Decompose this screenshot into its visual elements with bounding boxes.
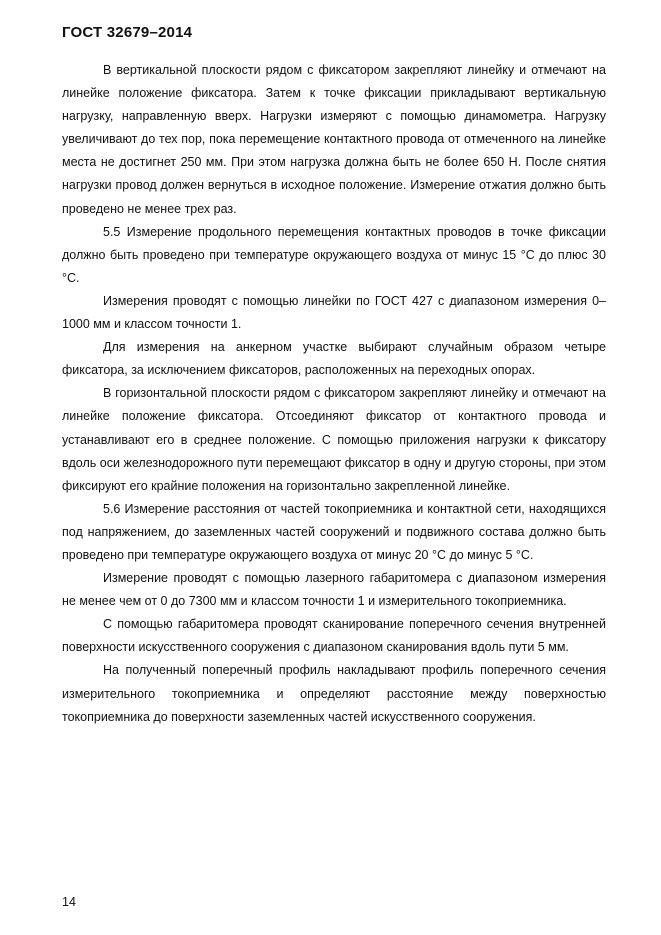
paragraph: В горизонтальной плоскости рядом с фиксатором закрепляют линейку и отмечают на линейке положение фиксатора. Отсоединяют фиксатор от контактного провода и устанавливают его в среднее положение. С помощью приложения нагрузки к фиксатору вдоль оси железнодорожного пути перемещают фиксатор в одну и другую стороны, при этом фиксируют его крайние положения на горизонтально закрепленной линейке.	[62, 386, 606, 493]
document-body	[62, 59, 606, 729]
paragraph: 5.6 Измерение расстояния от частей токоприемника и контактной сети, находящихся под напряжением, до заземленных частей сооружений и подвижного состава должно быть проведено при температуре окружающего воздуха от минус 20 °С до минус 5 °С.	[62, 501, 606, 562]
paragraph: На полученный поперечный профиль накладывают профиль поперечного сечения измерительного токоприемника и определяют расстояние между поверхностью токоприемника до поверхности заземленных частей искусственного сооружения.	[62, 663, 606, 724]
paragraph: Для измерения на анкерном участке выбирают случайным образом четыре фиксатора, за исключением фиксаторов, расположенных на переходных опорах.	[62, 340, 606, 378]
page-number: 14	[62, 895, 76, 909]
paragraph: В вертикальной плоскости рядом с фиксатором закрепляют линейку и отмечают на линейке положение фиксатора. Затем к точке фиксации прикладывают вертикальную нагрузку, направленную вверх. Нагрузки измеряют с помощью динамометра. Нагрузку увеличивают до тех пор, пока перемещение контактного провода от отмеченного на линейке места не достигнет 250 мм. При этом нагрузка должна быть не более 650 Н. После снятия нагрузки провод должен вернуться в исходное положение. Измерение отжатия должно быть проведено не менее трех раз.	[62, 63, 606, 216]
paragraph: Измерение проводят с помощью лазерного габаритомера с диапазоном измерения не менее чем от 0 до 7300 мм и классом точности 1 и измерительного токоприемника.	[62, 571, 606, 609]
document-header: ГОСТ 32679–2014	[62, 24, 193, 41]
paragraph: Измерения проводят с помощью линейки по ГОСТ 427 с диапазоном измерения 0–1000 мм и классом точности 1.	[62, 293, 606, 332]
paragraph: С помощью габаритомера проводят сканирование поперечного сечения внутренней поверхности искусственного сооружения с диапазоном сканирования вдоль пути 5 мм.	[62, 617, 606, 655]
paragraph: 5.5 Измерение продольного перемещения контактных проводов в точке фиксации должно быть проведено при температуре окружающего воздуха от минус 15 °С до плюс 30 °С.	[62, 224, 606, 285]
